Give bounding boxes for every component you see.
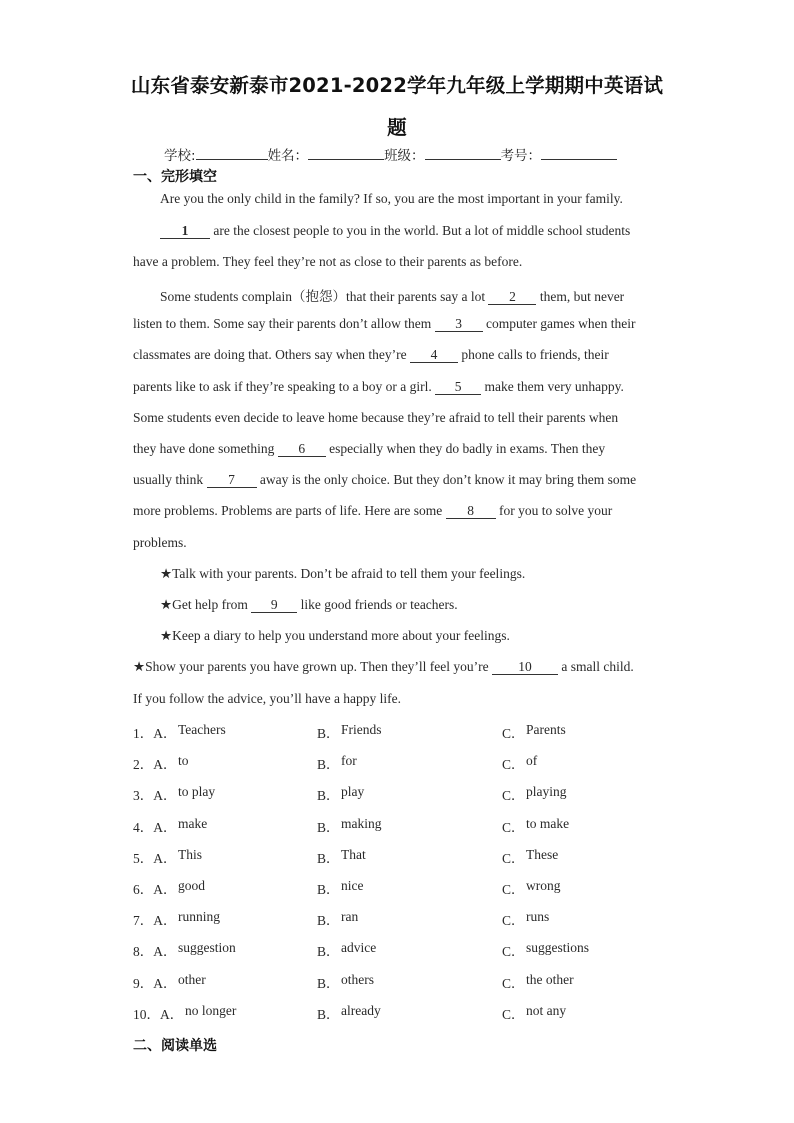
question-number: 1．A． [133,726,177,741]
name-field[interactable] [308,145,384,160]
passage-line [133,316,636,332]
option-a[interactable]: to [178,753,189,768]
option-c[interactable]: wrong [526,878,561,893]
option-b[interactable]: play [341,784,365,799]
number-label: 考号： [500,148,542,164]
option-c[interactable]: These [526,847,559,862]
option-b-label: B． [317,976,340,991]
blank-10[interactable]: 10 [492,660,558,675]
passage-text: listen to them. Some say their parents don’t allow them [133,316,432,331]
passage-text: ★Show your parents you have grown up. Then they’ll feel you’re [133,659,489,674]
passage-text: Some students complain（抱怨）that their parents say a lot [160,289,486,304]
blank-6[interactable]: 6 [278,442,326,457]
option-c-label: C． [502,820,525,835]
option-a[interactable]: running [178,909,220,924]
question-number: 2．A． [133,757,177,772]
passage-line: Some students even decide to leave home because they’re afraid to tell their parents when [133,410,619,425]
option-b-label: B． [317,726,340,741]
option-c-label: C． [502,726,525,741]
suggestion-line [160,597,458,613]
passage-line: Are you the only child in the family? If so, you are the most important in your family. [160,191,623,206]
passage-text: more problems. Problems are parts of life. Here are some [133,503,443,518]
passage-text: ★Get help from [160,597,248,612]
student-info-line [164,144,617,164]
passage-text: they have done something [133,441,275,456]
page-title: 山东省泰安新泰市2021-2022学年九年级上学期期中英语试 [130,74,664,97]
question-number: 9．A． [133,976,177,991]
passage-line [160,285,624,305]
option-b-label: B． [317,788,340,803]
section-heading-cloze: 一、完形填空 [133,169,217,185]
option-b[interactable]: advice [341,940,377,955]
passage-text: usually think [133,472,204,487]
question-number: 6．A． [133,882,177,897]
passage-text: are the closest people to you in the world. But a lot of middle school students [213,223,631,238]
suggestion-line: ★Keep a diary to help you understand more about your feelings. [160,628,510,643]
passage-text: especially when they do badly in exams. Then they [329,441,606,456]
question-number: 8．A． [133,944,177,959]
option-b-label: B． [317,757,340,772]
passage-text: away is the only choice. But they don’t know it may bring them some [259,472,637,487]
option-b[interactable]: for [341,753,357,768]
school-field[interactable] [196,145,268,160]
option-a[interactable]: other [178,972,206,987]
question-number: 5．A． [133,851,177,866]
suggestion-line: ★Talk with your parents. Don’t be afraid to tell them your feelings. [160,566,526,581]
blank-1[interactable]: 1 [160,224,210,239]
passage-text: classmates are doing that. Others say when they’re [133,347,407,362]
blank-9[interactable]: 9 [251,598,297,613]
option-b[interactable]: already [341,1003,381,1018]
passage-text: computer games when their [485,316,636,331]
option-c-label: C． [502,944,525,959]
passage-line [133,441,605,457]
option-b-label: B． [317,851,340,866]
passage-text: like good friends or teachers. [300,597,458,612]
option-b-label: B． [317,882,340,897]
option-a[interactable]: suggestion [178,940,236,955]
option-c[interactable]: Parents [526,722,566,737]
option-c-label: C． [502,757,525,772]
blank-8[interactable]: 8 [446,504,496,519]
option-c[interactable]: the other [526,972,574,987]
passage-line: problems. [133,535,187,550]
option-b-label: B． [317,944,340,959]
passage-line [133,347,609,363]
option-a[interactable]: make [178,816,208,831]
passage-line: have a problem. They feel they’re not as close to their parents as before. [133,254,523,269]
option-c[interactable]: playing [526,784,567,799]
option-a[interactable]: good [178,878,205,893]
option-a[interactable]: to play [178,784,216,799]
option-a[interactable]: This [178,847,203,862]
blank-3[interactable]: 3 [435,317,483,332]
option-a[interactable]: Teachers [178,722,226,737]
option-b[interactable]: That [341,847,366,862]
section-heading-reading: 二、阅读单选 [133,1038,217,1054]
option-c[interactable]: not any [526,1003,567,1018]
question-number: 3．A． [133,788,177,803]
passage-line: If you follow the advice, you’ll have a happy life. [133,691,402,706]
option-c[interactable]: to make [526,816,570,831]
class-label: 班级： [384,148,425,164]
passage-text: a small child. [561,659,634,674]
option-c-label: C． [502,913,525,928]
passage-text: parents like to ask if they’re speaking to a boy or a girl. [133,379,432,394]
option-c[interactable]: of [526,753,538,768]
option-c[interactable]: suggestions [526,940,590,955]
option-b-label: B． [317,820,340,835]
option-b[interactable]: ran [341,909,359,924]
question-number: 10．A． [133,1007,184,1022]
passage-text: make them very unhappy. [484,379,624,394]
page-title-continued: 题 [387,116,407,139]
class-field[interactable] [425,145,501,160]
number-field[interactable] [541,145,617,160]
passage-line [133,503,612,519]
passage-line [133,379,624,395]
option-b-label: B． [317,1007,340,1022]
option-a[interactable]: no longer [185,1003,237,1018]
option-b[interactable]: nice [341,878,364,893]
option-b-label: B． [317,913,340,928]
suggestion-line [133,659,634,675]
question-number: 7．A． [133,913,177,928]
name-label: 姓名： [267,148,309,164]
option-b[interactable]: making [341,816,382,831]
option-c-label: C． [502,976,525,991]
option-c-label: C． [502,882,525,897]
option-b[interactable]: others [341,972,374,987]
passage-line [160,223,630,239]
passage-text: phone calls to friends, their [461,347,609,362]
blank-2[interactable]: 2 [488,290,536,305]
option-b[interactable]: Friends [341,722,382,737]
option-c[interactable]: runs [526,909,550,924]
option-c-label: C． [502,1007,525,1022]
school-label: 学校: [164,148,196,164]
option-c-label: C． [502,788,525,803]
blank-5[interactable]: 5 [435,380,481,395]
passage-text: for you to solve your [499,503,613,518]
blank-7[interactable]: 7 [207,473,257,488]
passage-text: them, but never [539,289,625,304]
option-c-label: C． [502,851,525,866]
blank-4[interactable]: 4 [410,348,458,363]
passage-line [133,472,636,488]
question-number: 4．A． [133,820,177,835]
